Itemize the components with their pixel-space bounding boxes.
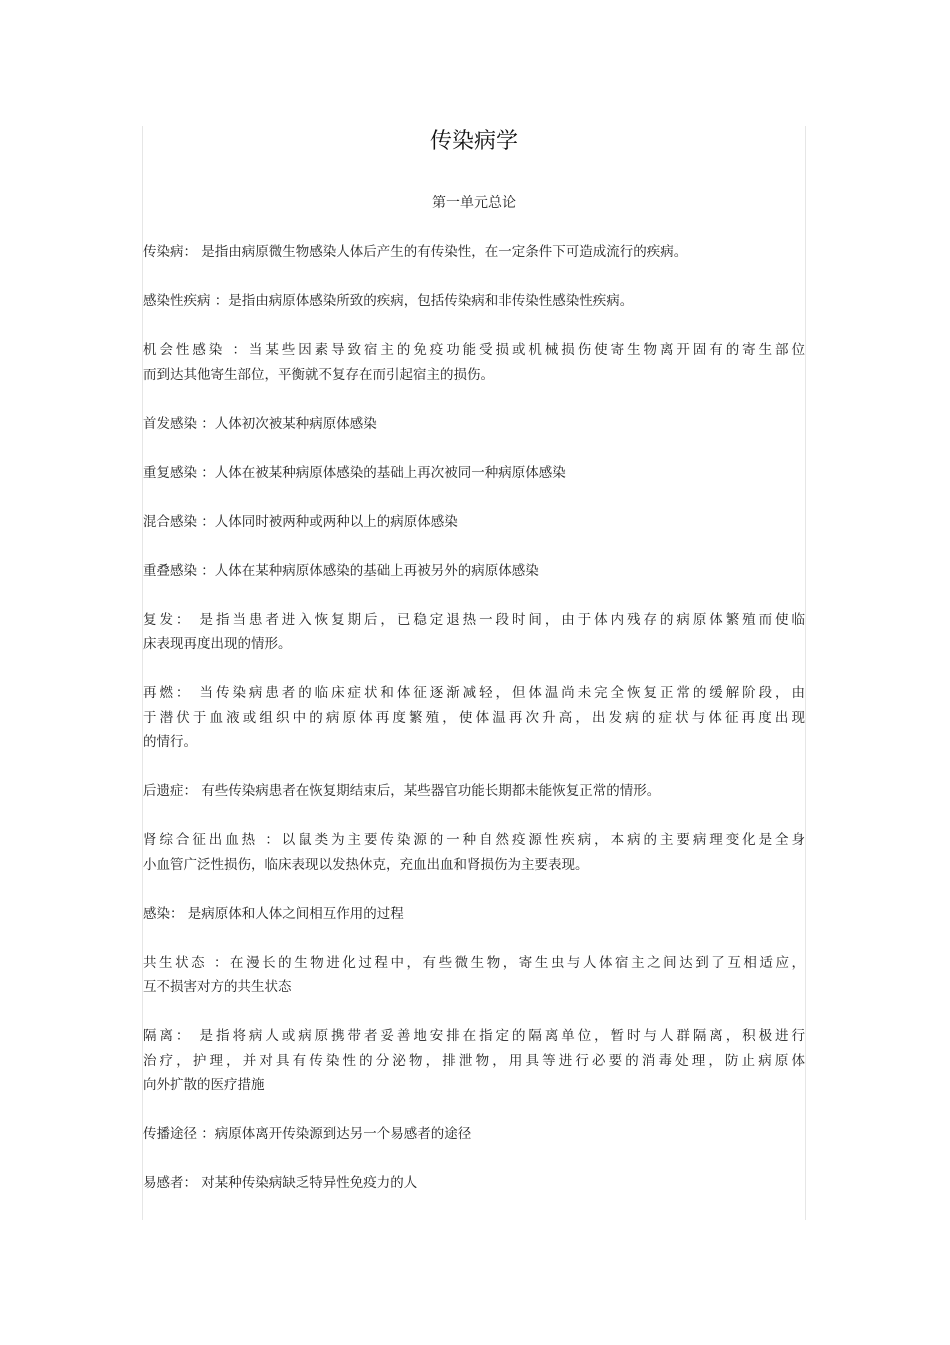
definition-line: 易感者： 对某种传染病缺乏特异性免疫力的人	[143, 1175, 418, 1191]
definition-line: 互不损害对方的共生状态	[143, 979, 292, 995]
definition-entry-fufa	[143, 608, 805, 657]
definition-line: 后遗症： 有些传染病患者在恢复期结束后，某些器官功能长期都未能恢复正常的情形。	[143, 783, 661, 799]
definition-entry-houyizheng	[143, 779, 805, 804]
definition-line: 治疗，护理，并对具有传染性的分泌物，排泄物，用具等进行必要的消毒处理，防止病原体	[143, 1052, 805, 1069]
definition-line: 隔离： 是指将病人或病原携带者妥善地安排在指定的隔离单位，暂时与人群隔离，积极进行	[143, 1028, 805, 1044]
document-page	[143, 126, 805, 1220]
definition-line: 小血管广泛性损伤，临床表现以发热休克，充血出血和肾损伤为主要表现。	[143, 856, 589, 873]
section-heading: 第一单元总论	[432, 195, 516, 211]
definition-entry-yiganzhe	[143, 1171, 805, 1196]
definition-line: 而到达其他寄生部位，平衡就不复存在而引起宿主的损伤。	[143, 366, 494, 383]
definition-line: 感染性疾病 ：是指由病原体感染所致的疾病，包括传染病和非传染性感染性疾病。	[143, 293, 634, 309]
definition-entry-chuanbo	[143, 1122, 805, 1147]
definition-entry-chuanranbing	[143, 240, 805, 265]
document-title: 传染病学	[429, 129, 518, 154]
page-border-right	[805, 126, 806, 1220]
definition-list	[143, 240, 805, 1220]
definition-line: 肾综合征出血热 ：以鼠类为主要传染源的一种自然疫源性疾病，本病的主要病理变化是全身	[143, 832, 805, 848]
definition-line: 传染病： 是指由病原微生物感染人体后产生的有传染性，在一定条件下可造成流行的疾病。	[143, 244, 688, 260]
definition-line: 首发感染 ：人体初次被某种病原体感染	[143, 415, 377, 432]
definition-line: 感染： 是病原体和人体之间相互作用的过程	[143, 905, 404, 922]
definition-line: 机会性感染 ：当某些因素导致宿主的免疫功能受损或机械损伤使寄生物离开固有的寄生部位	[143, 342, 805, 358]
definition-line: 共生状态 ：在漫长的生物进化过程中，有些微生物，寄生虫与人体宿主之间达到了互相适应，	[143, 954, 805, 971]
definition-entry-shoufa	[143, 412, 805, 437]
definition-entry-gongsheng	[143, 951, 805, 1000]
definition-line: 重叠感染 ：人体在某种病原体感染的基础上再被另外的病原体感染	[143, 562, 539, 579]
definition-line: 再燃： 当传染病患者的临床症状和体征逐渐减轻，但体温尚未完全恢复正常的缓解阶段，由	[143, 685, 805, 701]
definition-entry-ganranxing	[143, 289, 805, 314]
definition-line: 于潜伏于血液或组织中的病原体再度繁殖，使体温再次升高，出发病的症状与体征再度出现	[143, 709, 805, 726]
definition-line: 复发： 是指当患者进入恢复期后，已稳定退热一段时间，由于体内残存的病原体繁殖而使临	[143, 611, 805, 628]
definition-entry-zairan	[143, 681, 805, 755]
definition-entry-geli	[143, 1024, 805, 1098]
definition-line: 重复感染 ：人体在被某种病原体感染的基础上再次被同一种病原体感染	[143, 464, 566, 481]
definition-entry-ganran	[143, 902, 805, 927]
definition-entry-shenzonghezheng	[143, 828, 805, 877]
definition-line: 的情行。	[143, 734, 197, 750]
definition-line: 向外扩散的医疗措施	[143, 1077, 265, 1093]
definition-entry-jihuixing	[143, 338, 805, 387]
definition-line: 传播途径 ：病原体离开传染源到达另一个易感者的途径	[143, 1126, 472, 1142]
definition-entry-hunhe	[143, 510, 805, 535]
definition-entry-chongdie	[143, 559, 805, 584]
definition-line: 混合感染 ：人体同时被两种或两种以上的病原体感染	[143, 513, 458, 530]
definition-entry-chongfu	[143, 461, 805, 486]
definition-line: 床表现再度出现的情形。	[143, 636, 292, 652]
